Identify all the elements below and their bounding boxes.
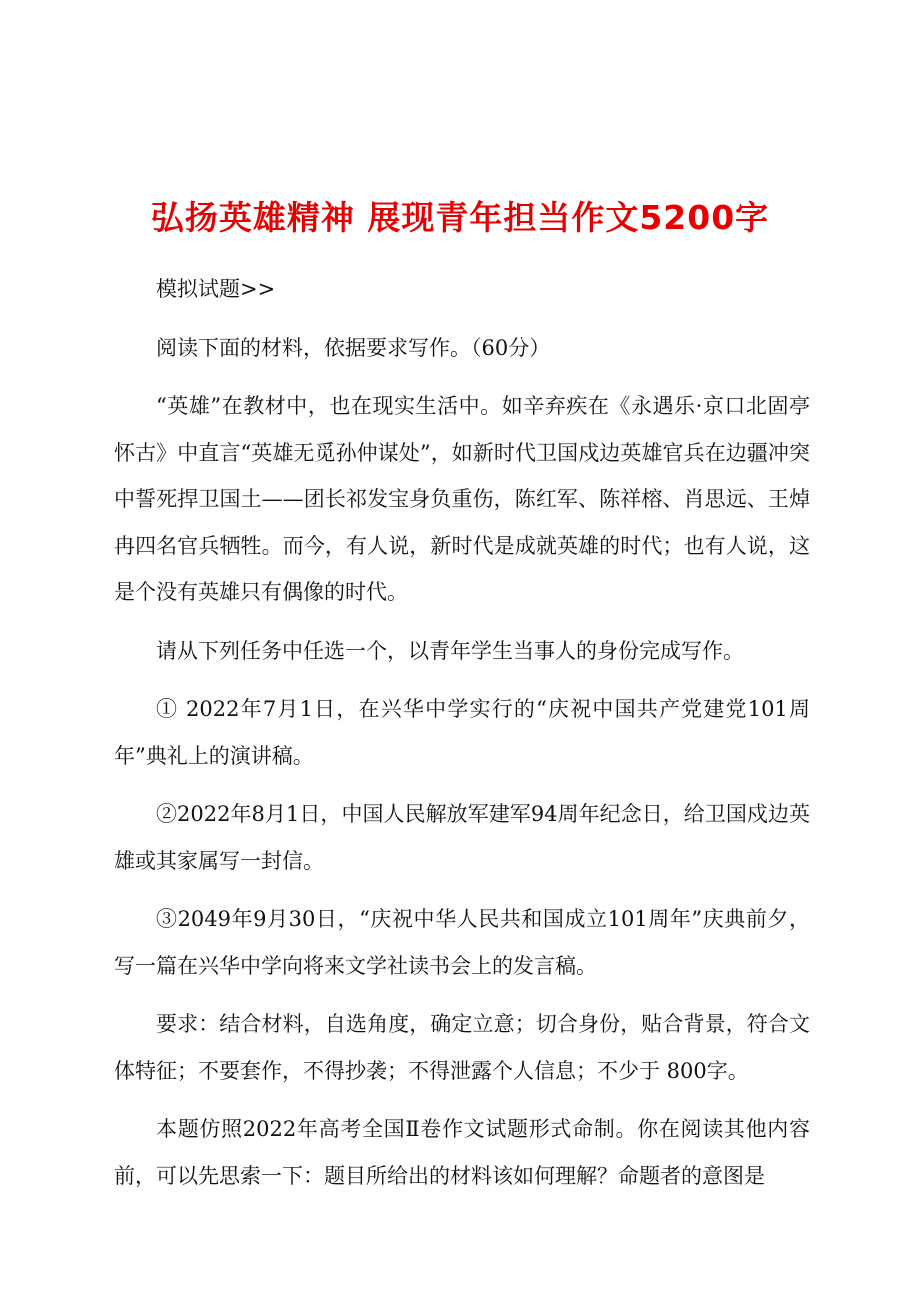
paragraph-heading: 模拟试题>> bbox=[156, 277, 276, 301]
document-title: 弘扬英雄精神 展现青年担当作文5200字 bbox=[150, 198, 770, 237]
paragraph-material: “英雄”在教材中，也在现实生活中。如辛弃疾在《永遇乐·京口北固亭怀古》中直言“英雄无觅孙仲谋处”，如新时代卫国戍边英雄官兵在边疆冲突中誓死捍卫国土——团长祁发宝身负重伤，陈红军、陈祥榕、肖思远、王焯冉四名官兵牺牲。而今，有人说，新时代是成就英雄的时代；也有人说，这是个没有英雄只有偶像的时代。 bbox=[114, 394, 810, 604]
paragraph-requirements: 要求：结合材料，自选角度，确定立意；切合身份，贴合背景，符合文体特征；不要套作，不得抄袭；不得泄露个人信息；不少于 800字。 bbox=[114, 1012, 810, 1083]
paragraph-note: 本题仿照2022年高考全国Ⅱ卷作文试题形式命制。你在阅读其他内容前，可以先思索一下：题目所给出的材料该如何理解？命题者的意图是 bbox=[114, 1117, 810, 1188]
paragraph-task-2: ②2022年8月1日，中国人民解放军建军94周年纪念日，给卫国戍边英雄或其家属写一封信。 bbox=[114, 802, 810, 873]
document-body bbox=[114, 266, 810, 1199]
paragraph-task-intro: 请从下列任务中任选一个，以青年学生当事人的身份完成写作。 bbox=[156, 638, 744, 663]
paragraph-task-1: ① 2022年7月1日，在兴华中学实行的“庆祝中国共产党建党101周年”典礼上的演讲稿。 bbox=[114, 697, 810, 768]
paragraph-task-3: ③2049年9月30日，“庆祝中华人民共和国成立101周年”庆典前夕，写一篇在兴华中学向将来文学社读书会上的发言稿。 bbox=[114, 907, 810, 978]
paragraph-instruction: 阅读下面的材料，依据要求写作。（60分） bbox=[156, 335, 551, 360]
